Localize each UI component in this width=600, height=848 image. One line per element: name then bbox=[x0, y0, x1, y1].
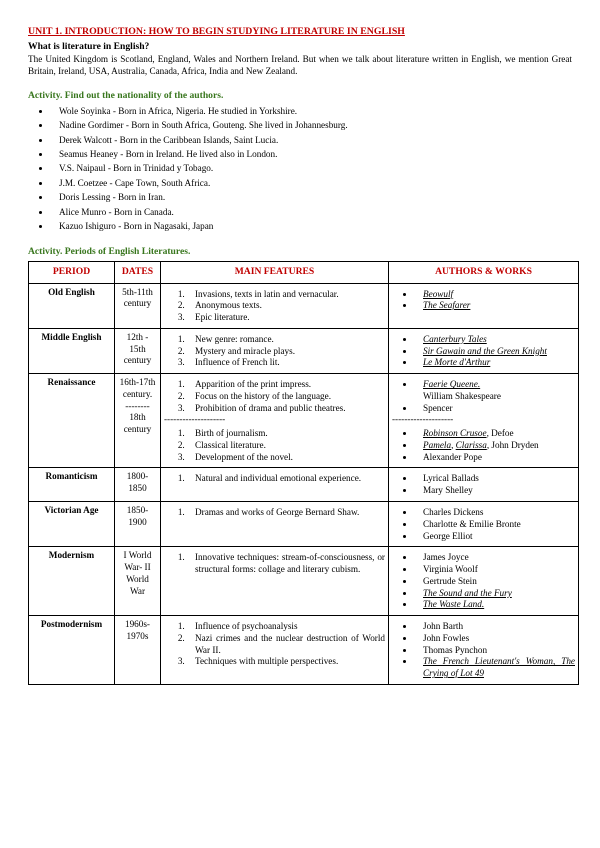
period-cell: Renaissance bbox=[29, 374, 115, 468]
work-title: Canterbury Tales bbox=[423, 333, 487, 344]
work-author: William Shakespeare bbox=[423, 390, 501, 401]
work-item: • Gertrude Stein bbox=[415, 576, 575, 588]
feature-item: 3. Epic literature. bbox=[187, 312, 385, 324]
features-cell bbox=[161, 547, 389, 616]
author-item: • Nadine Gordimer - Born in South Africa, Gouteng. She lived in Johannesburg. bbox=[51, 120, 572, 132]
feature-item: 1. Innovative techniques: stream-of-consciousness, or structural forms: collage and literary cubism. bbox=[187, 552, 385, 576]
unit-title: UNIT 1. INTRODUCTION: HOW TO BEGIN STUDYING LITERATURE IN ENGLISH bbox=[28, 26, 405, 37]
author-item: • Alice Munro - Born in Canada. bbox=[51, 207, 572, 219]
feature-item: 1. Natural and individual emotional experience. bbox=[187, 473, 385, 485]
work-item: • Thomas Pynchon bbox=[415, 645, 575, 657]
work-title: Pamela bbox=[423, 439, 452, 450]
author-item: • Kazuo Ishiguro - Born in Nagasaki, Japan bbox=[51, 221, 572, 233]
header-main-features: MAIN FEATURES bbox=[161, 262, 389, 283]
work-title: The Sound and the Fury bbox=[423, 587, 512, 598]
dates-first: 16th-17th century. bbox=[119, 377, 156, 399]
work-item bbox=[415, 428, 575, 440]
work-item: • Alexander Pope bbox=[415, 452, 575, 464]
work-title: Robinson Crusoe bbox=[423, 428, 487, 439]
work-title: Clarissa bbox=[455, 439, 487, 450]
feature-item: 2. Classical literature. bbox=[187, 440, 385, 452]
intro-paragraph: The United Kingdom is Scotland, England, Wales and Northern Ireland. But when we talk about literature written in English, we mention Great Britain, Ireland, USA, Australia, Canada, Africa, India and New Zealand. bbox=[28, 53, 572, 76]
dates-cell: 1850-1900 bbox=[115, 502, 161, 547]
works-cell bbox=[389, 616, 579, 685]
work-item bbox=[415, 379, 575, 403]
features-cell bbox=[161, 502, 389, 547]
work-item bbox=[415, 656, 575, 680]
dates-cell: 1800-1850 bbox=[115, 468, 161, 502]
period-cell: Middle English bbox=[29, 328, 115, 373]
work-item: • James Joyce bbox=[415, 552, 575, 564]
activity-periods-heading: Activity. Periods of English Literatures. bbox=[28, 245, 191, 257]
work-item: • Lyrical Ballads bbox=[415, 473, 575, 485]
work-item bbox=[415, 289, 575, 301]
period-cell: Modernism bbox=[29, 547, 115, 616]
header-dates: DATES bbox=[115, 262, 161, 283]
feature-item: 2. Anonymous texts. bbox=[187, 300, 385, 312]
work-item: • Mary Shelley bbox=[415, 485, 575, 497]
feature-item: 3. Development of the novel. bbox=[187, 452, 385, 464]
works-cell bbox=[389, 328, 579, 373]
work-item bbox=[415, 357, 575, 369]
features-cell bbox=[161, 468, 389, 502]
work-title: The Waste Land. bbox=[423, 599, 485, 610]
feature-item: 3. Prohibition of drama and public theatres. bbox=[187, 403, 385, 415]
feature-item: 1. Birth of journalism. bbox=[187, 428, 385, 440]
work-item bbox=[415, 346, 575, 358]
work-title: The French Lieutenant's Woman, The Crying of Lot 49 bbox=[423, 656, 575, 679]
works-cell bbox=[389, 283, 579, 328]
table-row bbox=[29, 616, 579, 685]
work-title: Faerie Queene. bbox=[423, 379, 481, 390]
works-cell bbox=[389, 502, 579, 547]
work-item: • John Barth bbox=[415, 621, 575, 633]
table-row bbox=[29, 547, 579, 616]
feature-item: 1. Apparition of the print impress. bbox=[187, 379, 385, 391]
feature-item: 2. Focus on the history of the language. bbox=[187, 391, 385, 403]
table-row bbox=[29, 283, 579, 328]
work-item bbox=[415, 588, 575, 600]
work-item bbox=[415, 300, 575, 312]
work-title-separator: , bbox=[451, 439, 456, 450]
features-separator: -------------------- bbox=[164, 414, 226, 425]
work-item: • Spencer bbox=[415, 403, 575, 415]
author-item: • J.M. Coetzee - Cape Town, South Africa. bbox=[51, 178, 572, 190]
works-cell bbox=[389, 468, 579, 502]
features-cell bbox=[161, 328, 389, 373]
table-row bbox=[29, 374, 579, 468]
feature-item: 3. Techniques with multiple perspectives. bbox=[187, 656, 385, 668]
features-cell bbox=[161, 616, 389, 685]
feature-item: 3. Influence of French lit. bbox=[187, 357, 385, 369]
author-item: • V.S. Naipaul - Born in Trinidad y Tobago. bbox=[51, 163, 572, 175]
document-page bbox=[28, 26, 575, 685]
work-item: • John Fowles bbox=[415, 633, 575, 645]
works-cell bbox=[389, 374, 579, 468]
author-item: • Derek Walcott - Born in the Caribbean Islands, Saint Lucia. bbox=[51, 135, 572, 147]
work-item bbox=[415, 440, 575, 452]
features-cell bbox=[161, 283, 389, 328]
dates-cell: 1960s-1970s bbox=[115, 616, 161, 685]
periods-table bbox=[28, 261, 579, 685]
table-row bbox=[29, 328, 579, 373]
author-item: • Wole Soyinka - Born in Africa, Nigeria. He studied in Yorkshire. bbox=[51, 106, 572, 118]
header-authors-works: AUTHORS & WORKS bbox=[389, 262, 579, 283]
feature-item: 1. New genre: romance. bbox=[187, 334, 385, 346]
work-item bbox=[415, 599, 575, 611]
dates-separator: -------- bbox=[125, 400, 150, 411]
feature-item: 1. Dramas and works of George Bernard Shaw. bbox=[187, 507, 385, 519]
work-item: • George Elliot bbox=[415, 531, 575, 543]
dates-second: 18th century bbox=[123, 412, 152, 435]
author-item: • Doris Lessing - Born in Iran. bbox=[51, 192, 572, 204]
feature-item: 1. Influence of psychoanalysis bbox=[187, 621, 385, 633]
feature-item: 1. Invasions, texts in latin and vernacular. bbox=[187, 289, 385, 301]
dates-cell: 5th-11th century bbox=[115, 283, 161, 328]
work-author: , Defoe bbox=[486, 428, 514, 439]
period-cell: Romanticism bbox=[29, 468, 115, 502]
dates-cell bbox=[115, 374, 161, 468]
feature-item: 2. Nazi crimes and the nuclear destruction of World War II. bbox=[187, 633, 385, 657]
work-item bbox=[415, 334, 575, 346]
work-title: Beowulf bbox=[423, 288, 454, 299]
work-title: The Seafarer bbox=[423, 300, 471, 311]
what-is-heading: What is literature in English? bbox=[28, 40, 150, 52]
work-item: • Virginia Woolf bbox=[415, 564, 575, 576]
features-cell bbox=[161, 374, 389, 468]
work-author: , John Dryden bbox=[486, 439, 539, 450]
work-title: Sir Gawain and the Green Knight bbox=[423, 345, 547, 356]
work-item: • Charles Dickens bbox=[415, 507, 575, 519]
period-cell: Postmodernism bbox=[29, 616, 115, 685]
table-row bbox=[29, 502, 579, 547]
feature-item: 2. Mystery and miracle plays. bbox=[187, 346, 385, 358]
header-period: PERIOD bbox=[29, 262, 115, 283]
activity-authors-heading: Activity. Find out the nationality of the authors. bbox=[28, 90, 224, 102]
works-separator: -------------------- bbox=[392, 414, 454, 425]
table-header-row bbox=[29, 262, 579, 283]
dates-cell: 12th - 15th century bbox=[115, 328, 161, 373]
work-title: Le Morte d'Arthur bbox=[423, 357, 491, 368]
authors-list bbox=[28, 106, 572, 233]
works-cell bbox=[389, 547, 579, 616]
period-cell: Victorian Age bbox=[29, 502, 115, 547]
table-row bbox=[29, 468, 579, 502]
dates-cell: I World War- II World War bbox=[115, 547, 161, 616]
work-item: • Charlotte & Emilie Bronte bbox=[415, 519, 575, 531]
period-cell: Old English bbox=[29, 283, 115, 328]
author-item: • Seamus Heaney - Born in Ireland. He lived also in London. bbox=[51, 149, 572, 161]
